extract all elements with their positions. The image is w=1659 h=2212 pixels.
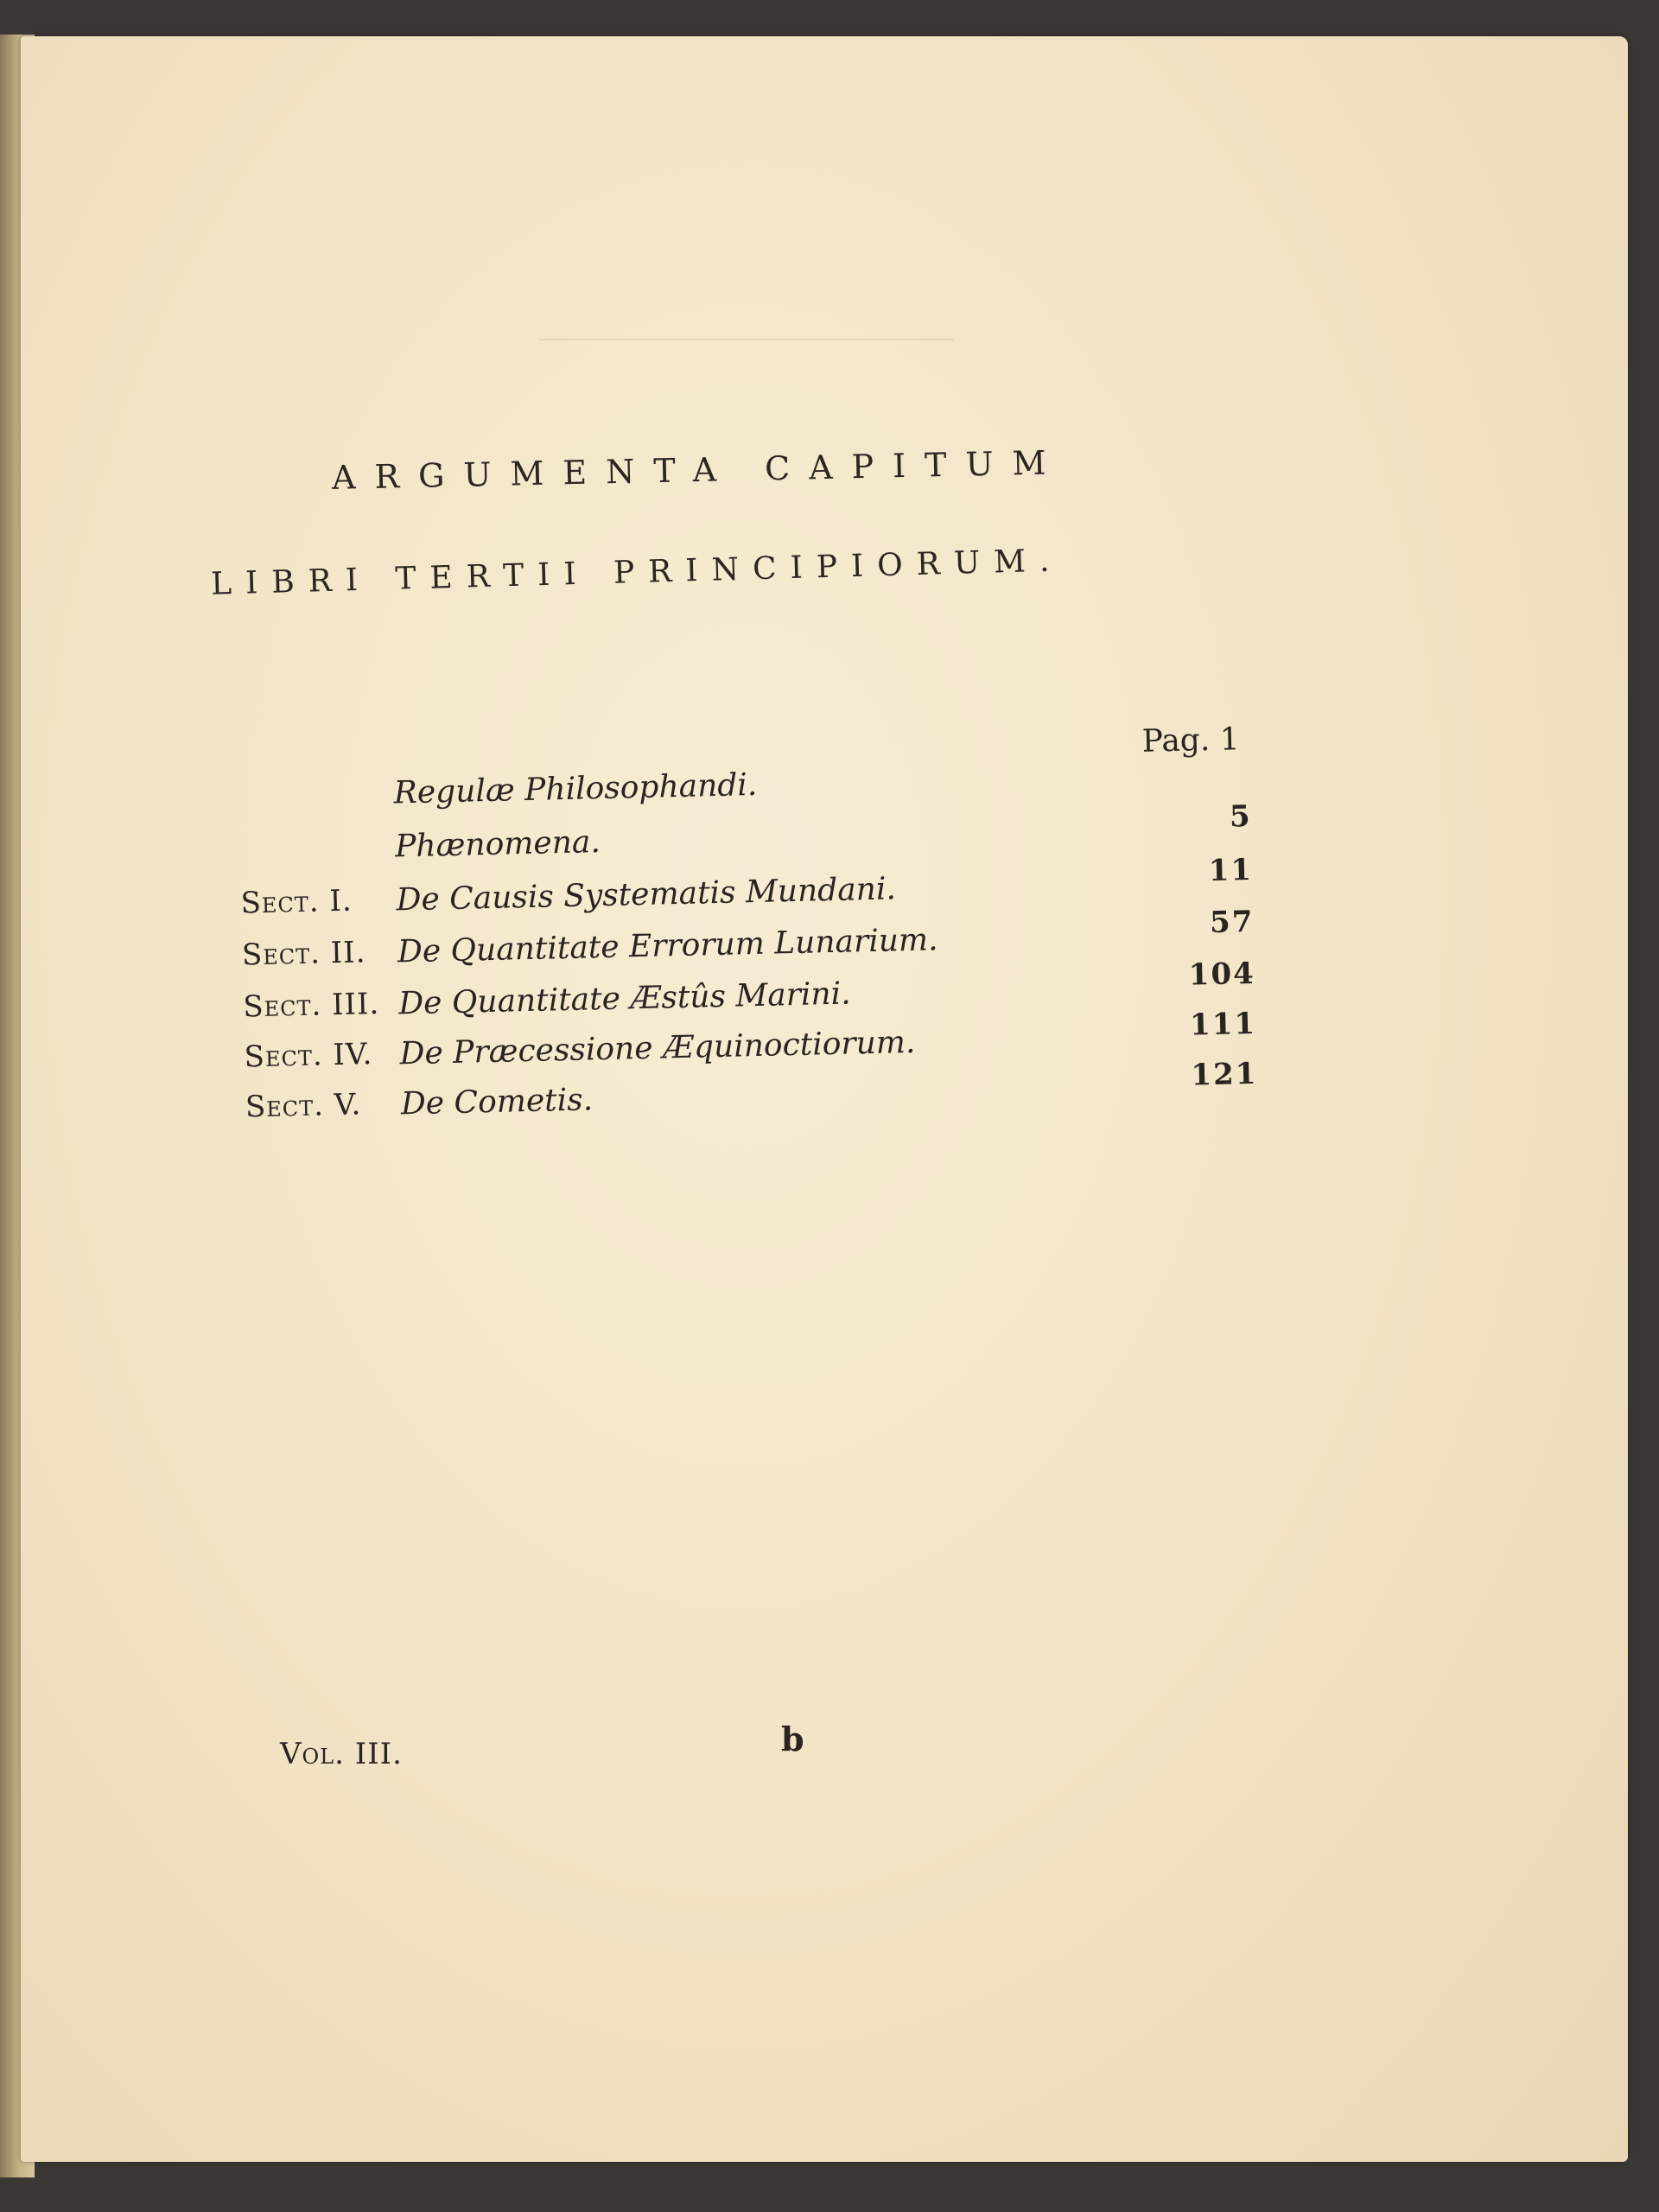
page-content [21,36,1628,2162]
entry-title: Regulæ Philosophandi. [393,766,758,811]
entry-title: De Cometis. [400,1082,594,1122]
heading-line-1: ARGUMENTA CAPITUM [331,443,1065,497]
page-number: 57 [1209,904,1255,941]
table-of-contents [219,704,1265,1125]
heading-line-2: LIBRI TERTII PRINCIPIORUM. [210,543,1064,602]
section-label: Sect. V. [245,1087,362,1125]
book-page [21,36,1628,2162]
section-label: Sect. I. [240,883,353,921]
entry-title: De Causis Systematis Mundani. [396,871,897,918]
page-number: 111 [1189,1006,1257,1043]
entry-title: Phænomena. [394,824,601,865]
entry-title: De Quantitate Æstûs Marini. [397,976,852,1022]
section-label: Sect. IV. [244,1037,373,1075]
page-column-header: Pag. 1 [1141,721,1241,760]
show-through-rule [539,339,954,340]
page-number: 104 [1188,956,1256,993]
section-label: Sect. II. [241,935,366,973]
page-number: 11 [1208,852,1254,889]
entry-title: De Præcessione Æquinoctiorum. [399,1024,916,1072]
section-label: Sect. III. [242,986,380,1025]
volume-label: Vol. III. [280,1737,403,1771]
page-number: 5 [1229,798,1253,835]
entry-title: De Quantitate Errorum Lunarium. [397,922,938,970]
signature-mark: b [781,1719,804,1758]
page-number: 121 [1190,1056,1258,1093]
